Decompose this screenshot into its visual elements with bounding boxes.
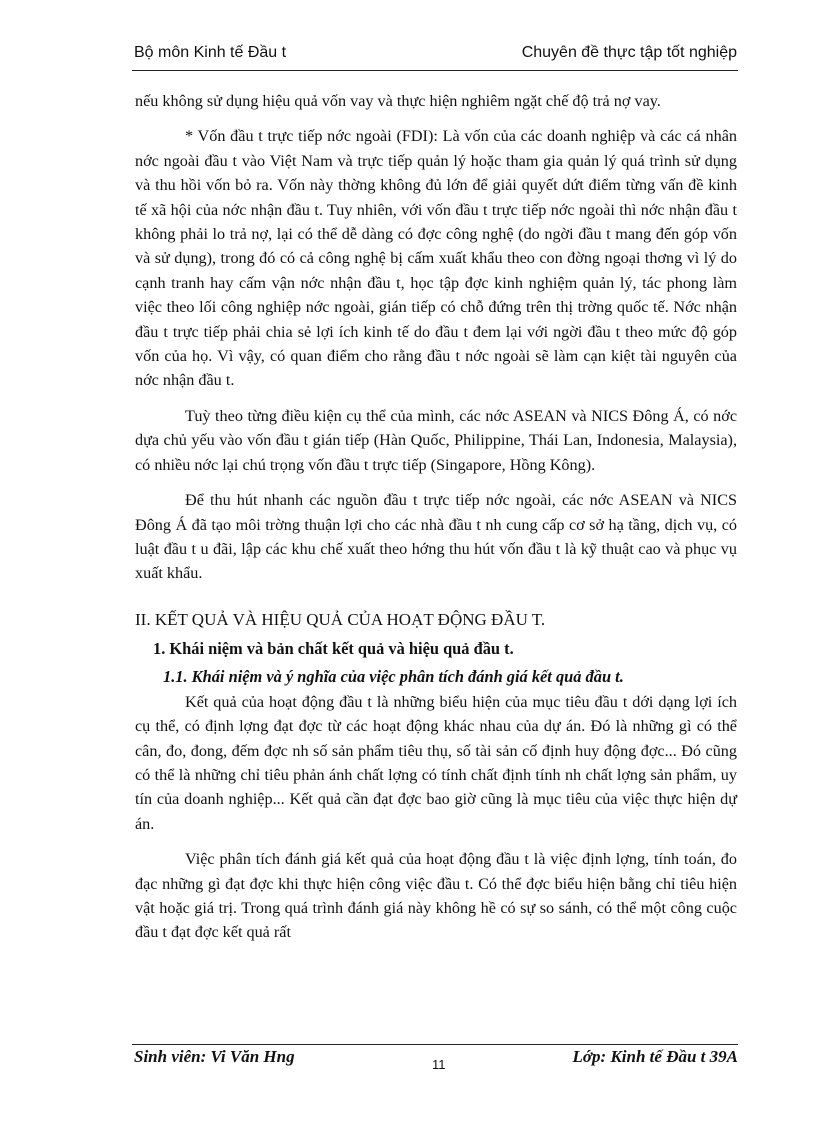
page-header	[132, 44, 737, 70]
footer-divider	[132, 1044, 738, 1045]
section-heading: II. KẾT QUẢ VÀ HIỆU QUẢ CỦA HOẠT ĐỘNG ĐẦU T.	[135, 609, 546, 629]
paragraph-attract-fdi: Để thu hút nhanh các nguồn đầu t trực tiếp nớc ngoài, các nớc ASEAN và NICS Đông Á đã tạo môi trờng thuận lợi cho các nhà đầu t nh cung cấp cơ sở hạ tầng, dịch vụ, có luật đầu t u đãi, lập các khu chế xuất theo hớng thu hút vốn đầu t là kỹ thuật cao và phục vụ xuất khẩu.	[135, 491, 737, 583]
header-department: Bộ môn Kinh tế Đầu t	[134, 44, 287, 61]
header-divider	[132, 70, 738, 71]
page-body	[135, 89, 737, 945]
footer-class: Lớp: Kinh tế Đầu t 39A	[572, 1047, 738, 1066]
subsubsection-heading: 1.1. Khái niệm và ý nghĩa của việc phân tích đánh giá kết quả đầu t.	[163, 666, 624, 686]
page-footer	[132, 1047, 738, 1075]
paragraph-asean-nics: Tuỳ theo từng điều kiện cụ thể của mình, các nớc ASEAN và NICS Đông Á, có nớc dựa chủ yếu vào vốn đầu t gián tiếp (Hàn Quốc, Philippine, Thái Lan, Indonesia, Malaysia), có nhiều nớc lại chú trọng vốn đầu t trực tiếp (Singapore, Hồng Kông).	[135, 406, 737, 474]
paragraph-result-analysis: Việc phân tích đánh giá kết quả của hoạt động đầu t là việc định lợng, tính toán, đo đạc những gì đạt đợc khi thực hiện công việc đầu t. Có thể đợc biểu hiện bằng chỉ tiêu hiện vật hoặc giá trị. Trong quá trình đánh giá này không hề có sự so sánh, có thể một công cuộc đầu t đạt đợc kết quả rất	[135, 850, 737, 942]
footer-student: Sinh viên: Vi Văn Hng	[134, 1047, 295, 1066]
paragraph-continued: nếu không sử dụng hiệu quả vốn vay và thực hiện nghiêm ngặt chế độ trả nợ vay.	[135, 92, 661, 110]
paragraph-fdi: * Vốn đầu t trực tiếp nớc ngoài (FDI): Là vốn của các doanh nghiệp và các cá nhân nớc ngoài đầu t vào Việt Nam và trực tiếp quản lý hoặc tham gia quản lý quá trình sử dụng và thu hồi vốn bỏ ra. Vốn này thờng không đủ lớn để giải quyết dứt điểm từng vấn đề kinh tế xã hội của nớc nhận đầu t. Tuy nhiên, với vốn đầu t trực tiếp nớc ngoài thì nớc nhận đầu t không phải lo trả nợ, lại có thể dễ dàng có đợc công nghệ (do ngời đầu t mang đến góp vốn và sử dụng), trong đó có cả công nghệ bị cấm xuất khẩu theo con đờng ngoại thơng vì lý do cạnh tranh hay cấm vận nớc nhận đầu t, học tập đợc kinh nghiệm quản lý, tác phong làm việc theo lối công nghiệp nớc ngoài, gián tiếp có chỗ đứng trên thị trờng quốc tế. Nớc nhận đầu t trực tiếp phải chia sẻ lợi ích kinh tế do đầu t đem lại với ngời đầu t theo mức độ góp vốn của họ. Vì vậy, có quan điểm cho rằng đầu t nớc ngoài sẽ làm cạn kiệt tài nguyên của nớc nhận đầu t.	[135, 127, 737, 390]
paragraph-result-definition: Kết quả của hoạt động đầu t là những biểu hiện của mục tiêu đầu t dới dạng lợi ích cụ thể, có định lợng đạt đợc từ các hoạt động khác nhau của dự án. Đó là những gì có thể cân, đo, đong, đếm đợc nh số sản phẩm tiêu thụ, số tài sản cố định huy động đợc... Đó cũng có thể là những chỉ tiêu phản ánh chất lợng có tính chất định tính nh chất lợng sản phẩm, uy tín của doanh nghiệp... Kết quả cần đạt đợc bao giờ cũng là mục tiêu của việc thực hiện dự án.	[135, 692, 737, 833]
subsection-heading: 1. Khái niệm và bản chất kết quả và hiệu quả đầu t.	[153, 638, 514, 658]
page-number: 11	[432, 1057, 446, 1072]
header-report-title: Chuyên đề thực tập tốt nghiệp	[521, 44, 737, 61]
